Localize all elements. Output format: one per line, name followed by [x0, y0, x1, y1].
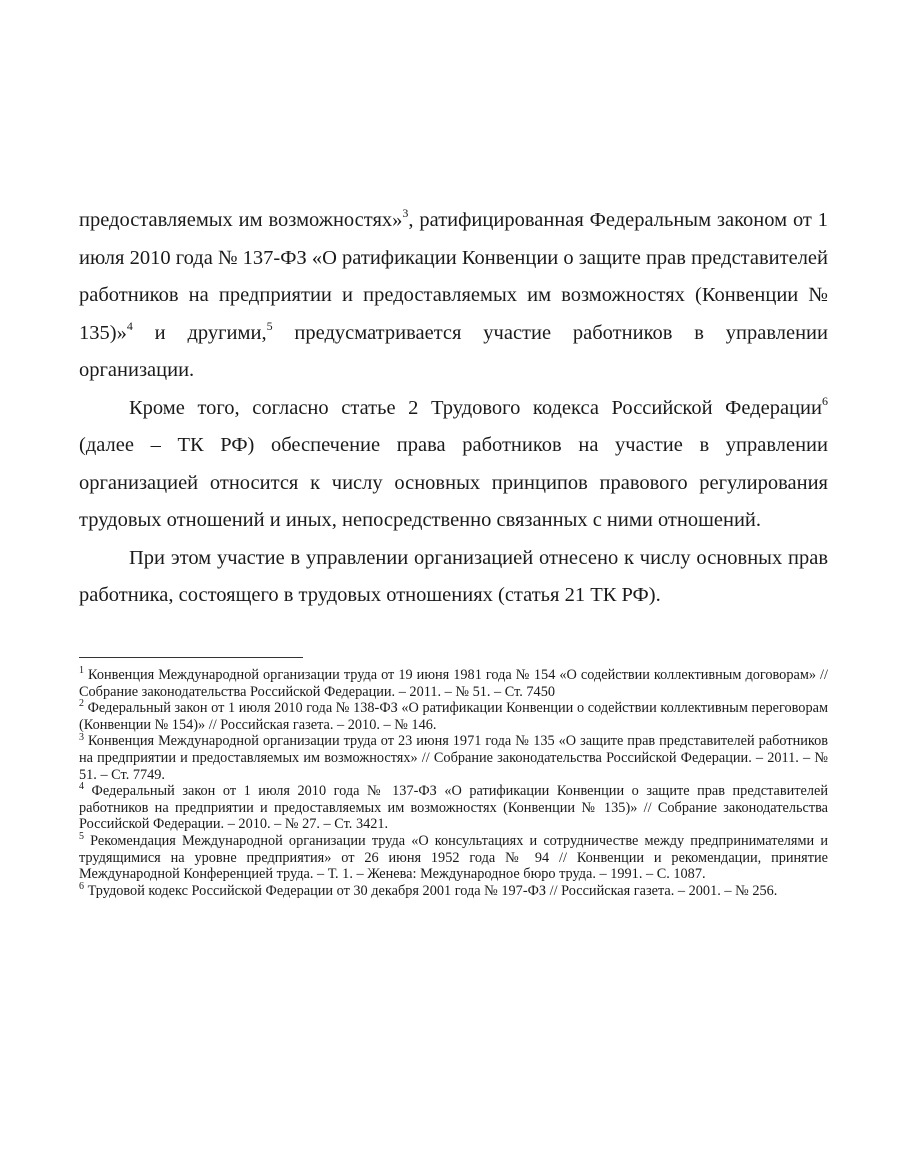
footnote-text: Рекомендация Международной организации труда «О консультациях и сотрудничестве между предпринимателями и трудящимися на уровне предприятия» от 26 июня 1952 года № 94 // Конвенции и рекомендации, принятие Международной Конференцией труда. – Т. 1. – Женева: Международное бюро труда. – 1991. – С. 1087.: [79, 832, 828, 883]
footnote-number: 4: [79, 781, 84, 793]
footnote-text: Конвенция Международной организации труда от 23 июня 1971 года № 135 «О защите прав представителей работников на предприятии и предоставляемых им возможностях» // Собрание законодательства Российской Федерации. – 2011. – № 51. – Ст. 7749.: [79, 733, 828, 783]
footnote-text: Федеральный закон от 1 июля 2010 года № 138-ФЗ «О ратификации Конвенции о содействии коллективным переговорам (Конвенции № 154)» // Российская газета. – 2010. – № 146.: [79, 700, 828, 733]
footnote-2: [79, 700, 828, 733]
footnotes: [79, 667, 828, 899]
footnote-number: 5: [79, 831, 84, 843]
footnote-ref-6[interactable]: 6: [822, 393, 828, 408]
footnote-text: Федеральный закон от 1 июля 2010 года № 137-ФЗ «О ратификации Конвенции о защите прав представителей работников на предприятии и предоставляемых им возможностях (Конвенции № 135)» // Собрание законодательства Российской Федерации. – 2010. – № 27. – Ст. 3421.: [79, 783, 828, 833]
paragraph-3: [79, 540, 828, 615]
footnote-text: Трудовой кодекс Российской Федерации от 30 декабря 2001 года № 197-ФЗ // Российская газета. – 2001. – № 256.: [84, 882, 778, 899]
paragraph-text: предоставляемых им возможностях»: [79, 209, 403, 231]
document-page: [79, 202, 828, 615]
paragraph-1: [79, 202, 828, 390]
footnote-number: 1: [79, 665, 84, 677]
footnote-3: [79, 733, 828, 783]
footnote-ref-5[interactable]: 5: [266, 318, 273, 333]
footnote-1: [79, 667, 828, 700]
footnote-6: [79, 880, 828, 900]
footnote-number: 3: [79, 731, 84, 743]
footnote-number: 6: [79, 880, 84, 892]
paragraph-text: предусматривается участие работников в управлении организации.: [79, 321, 828, 381]
paragraph-text: (далее – ТК РФ) обеспечение права работников на участие в управлении организацией относится к числу основных принципов правового регулирования трудовых отношений и иных, непосредственно связанных с ними отношений.: [79, 434, 828, 531]
body-text: [79, 202, 828, 615]
paragraph-2: [79, 390, 828, 540]
footnote-number: 2: [79, 698, 84, 710]
footnote-4: [79, 783, 828, 833]
footnote-separator: [79, 657, 303, 658]
paragraph-text: , ратифицированная Федеральным законом от 1 июля 2010 года № 137-ФЗ «О ратификации Конвенции о защите прав представителей работников на предприятии и предоставляемых им возможностях (Конвенции № 135)»: [79, 209, 828, 344]
paragraph-text: Кроме того, согласно статье 2 Трудового кодекса Российской Федерации: [129, 396, 822, 419]
footnote-5: [79, 833, 828, 883]
footnote-ref-4[interactable]: 4: [126, 318, 133, 333]
paragraph-text: При этом участие в управлении организацией отнесено к числу основных прав работника, состоящего в трудовых отношениях (статья 21 ТК РФ).: [79, 546, 828, 606]
footnote-text: Конвенция Международной организации труда от 19 июня 1981 года № 154 «О содействии коллективным договорам» // Собрание законодательства Российской Федерации. – 2011. – № 51. – Ст. 7450: [79, 667, 828, 700]
footnote-ref-3[interactable]: 3: [402, 206, 409, 221]
paragraph-text: и другими,: [132, 321, 267, 344]
